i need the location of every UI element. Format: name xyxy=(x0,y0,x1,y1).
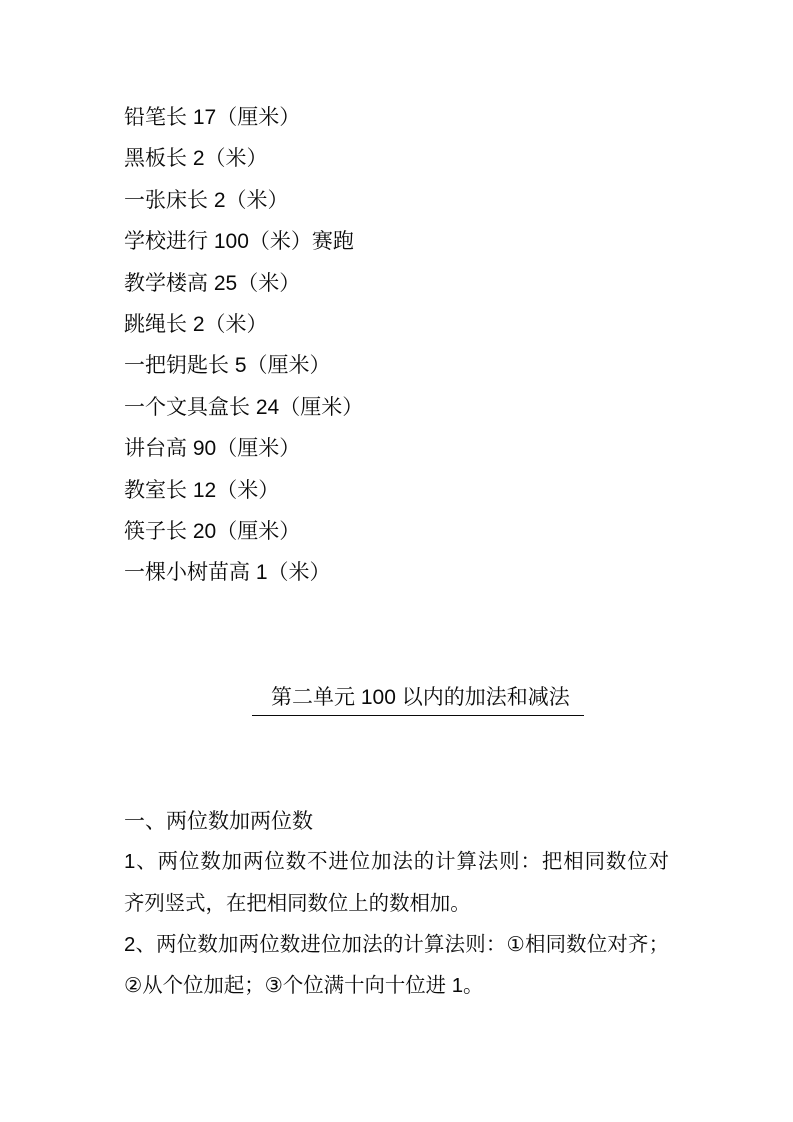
section-1-subheading: 一、两位数加两位数 xyxy=(124,809,313,833)
measurement-item: 教学楼高 25（米） xyxy=(124,271,301,295)
rule-2-text-line: 2、两位数加两位数进位加法的计算法则：①相同数位对齐； xyxy=(124,934,669,957)
rule-1-text-line: 1、两位数加两位数不进位加法的计算法则：把相同数位对 xyxy=(124,851,669,874)
measurement-item: 跳绳长 2（米） xyxy=(124,313,268,337)
measurement-item: 一把钥匙长 5（厘米） xyxy=(124,354,331,378)
unit-2-heading: 第二单元 100 以内的加法和减法 xyxy=(252,686,584,716)
measurement-item: 一张床长 2（米） xyxy=(124,188,289,212)
measurement-item: 一个文具盒长 24（厘米） xyxy=(124,395,364,419)
measurement-item: 学校进行 100（米）赛跑 xyxy=(124,230,354,254)
measurement-item: 铅笔长 17（厘米） xyxy=(124,106,301,129)
measurement-item: 黑板长 2（米） xyxy=(124,147,268,171)
measurement-item: 筷子长 20（厘米） xyxy=(124,520,301,544)
rule-2-text-line: ②从个位加起；③个位满十向十位进 1。 xyxy=(124,975,484,998)
rule-1-text-line: 齐列竖式，在把相同数位上的数相加。 xyxy=(124,892,471,915)
measurement-item: 一棵小树苗高 1（米） xyxy=(124,561,331,585)
measurement-item: 教室长 12（米） xyxy=(124,478,280,502)
measurement-item: 讲台高 90（厘米） xyxy=(124,437,301,461)
unit-2-heading-line xyxy=(217,635,669,759)
